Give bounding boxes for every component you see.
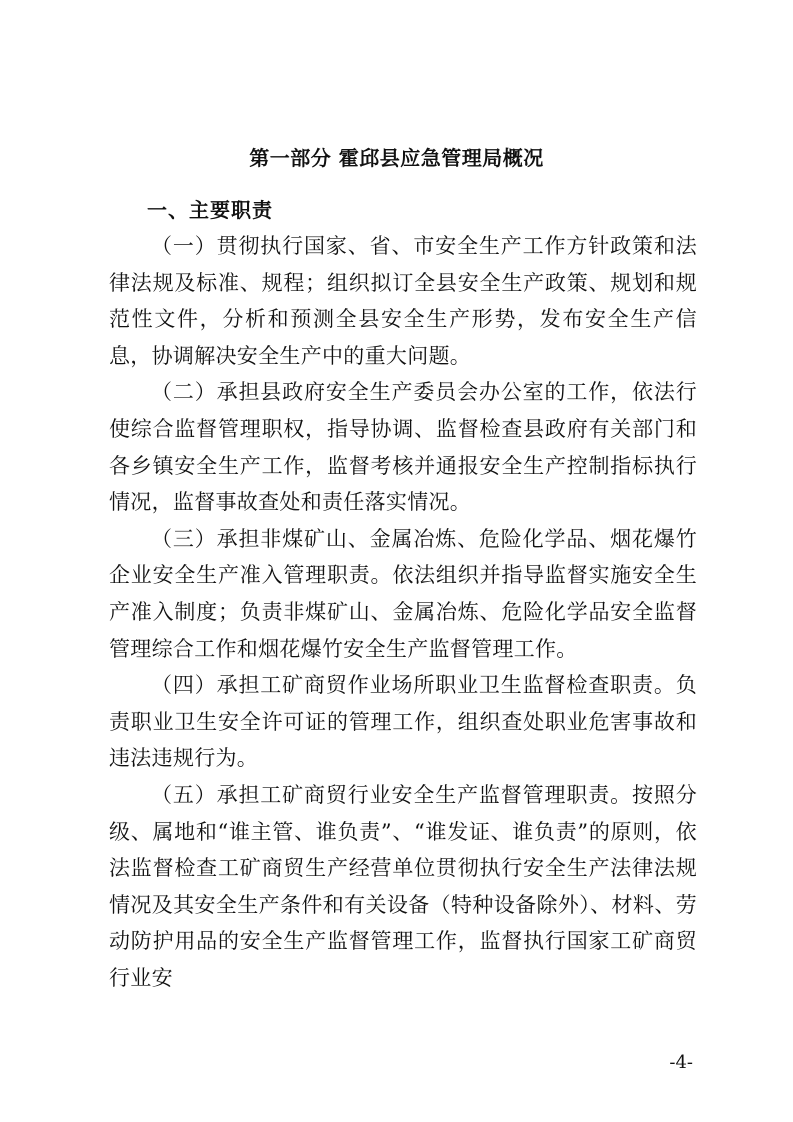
- paragraph-2: （二）承担县政府安全生产委员会办公室的工作，依法行使综合监督管理职权，指导协调、监督检查县政府有关部门和各乡镇安全生产工作，监督考核并通报安全生产控制指标执行情况，监督事故查处和责任落实情况。: [109, 380, 697, 515]
- document-title: 第一部分 霍邱县应急管理局概况: [249, 146, 544, 170]
- document-body: [109, 228, 697, 996]
- section-heading: 一、主要职责: [147, 198, 273, 222]
- page-number: -4-: [669, 1052, 693, 1073]
- paragraph-3: （三）承担非煤矿山、金属冶炼、危险化学品、烟花爆竹企业安全生产准入管理职责。依法组织并指导监督实施安全生产准入制度；负责非煤矿山、金属冶炼、危险化学品安全监督管理综合工作和烟花爆竹安全生产监督管理工作。: [109, 526, 697, 661]
- paragraph-1: （一）贯彻执行国家、省、市安全生产工作方针政策和法律法规及标准、规程；组织拟订全县安全生产政策、规划和规范性文件，分析和预测全县安全生产形势，发布安全生产信息，协调解决安全生产中的重大问题。: [109, 234, 697, 368]
- paragraph-4: （四）承担工矿商贸作业场所职业卫生监督检查职责。负责职业卫生安全许可证的管理工作，组织查处职业危害事故和违法违规行为。: [109, 673, 697, 771]
- paragraph-5: （五）承担工矿商贸行业安全生产监督管理职责。按照分级、属地和“谁主管、谁负责”、“谁发证、谁负责”的原则，依法监督检查工矿商贸生产经营单位贯彻执行安全生产法律法规情况及其安全生产条件和有关设备（特种设备除外）、材料、劳动防护用品的安全生产监督管理工作，监督执行国家工矿商贸行业安: [109, 782, 697, 990]
